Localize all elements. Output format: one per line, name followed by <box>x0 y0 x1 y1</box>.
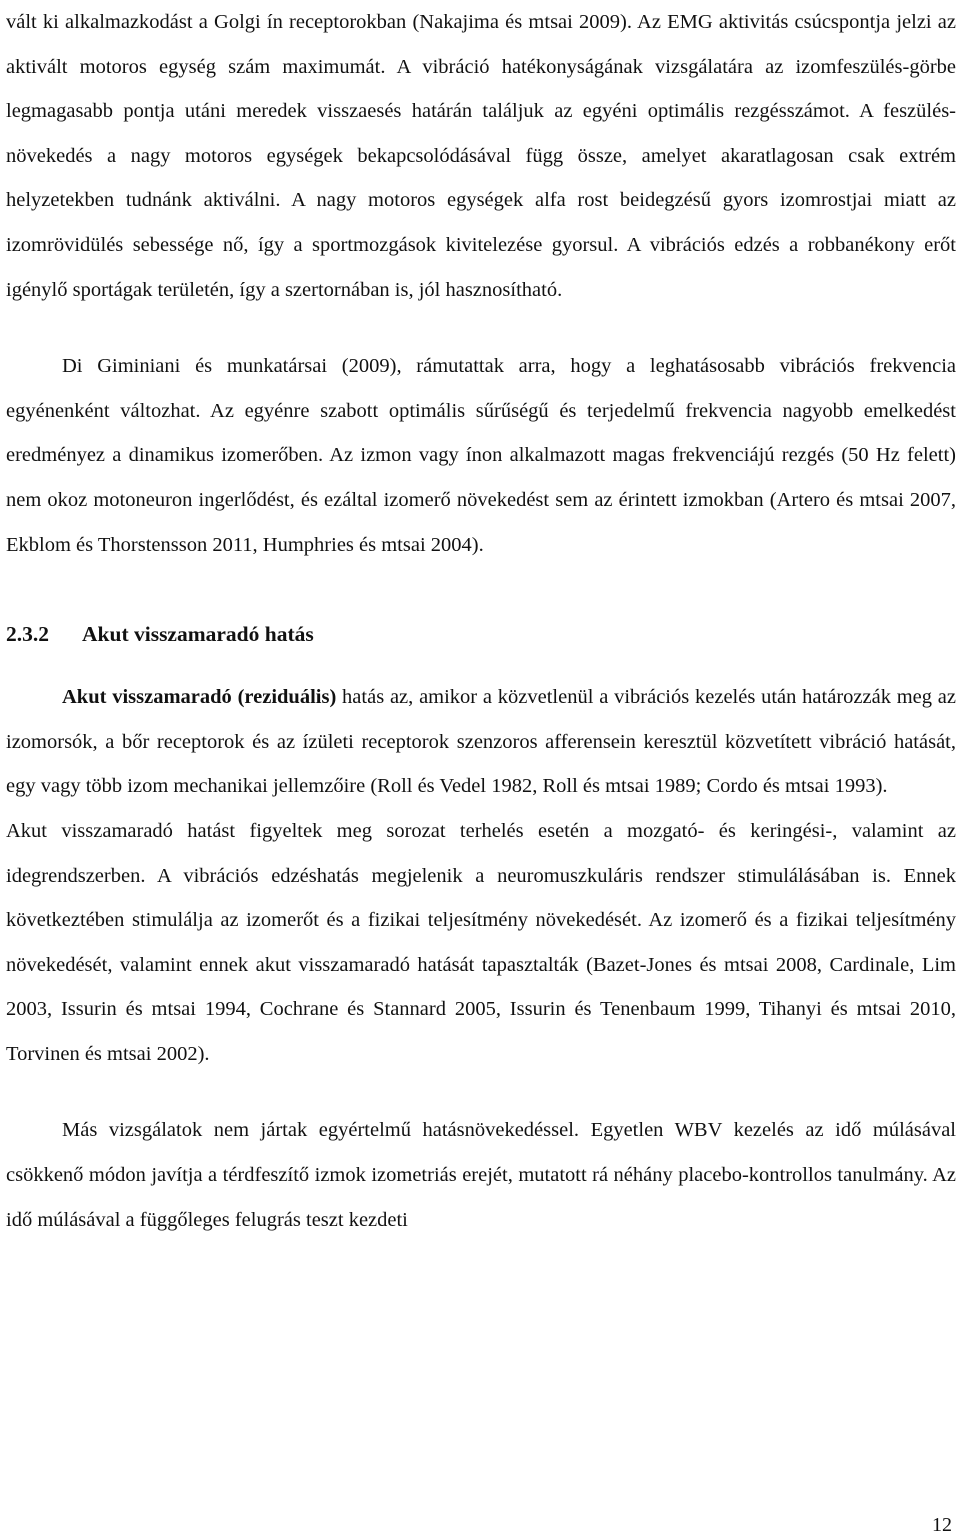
section-gap <box>6 567 956 619</box>
document-page <box>6 0 956 1242</box>
heading-gap <box>6 649 956 675</box>
paragraph-gap <box>6 1076 956 1108</box>
paragraph-acute-observed: Akut visszamaradó hatást figyeltek meg sorozat terhelés esetén a mozgató- és keringési-, valamint az idegrendszerben. A vibrációs edzéshatás megjelenik a neuromuszkuláris rendszer stimulálásában is. Ennek következtében stimulálja az izomerőt és a fizikai teljesítmény növekedését. Az izomerő és a fizikai teljesítmény növekedését, valamint ennek akut visszamaradó hatását tapasztalták (Bazet-Jones és mtsai 2008, Cardinale, Lim 2003, Issurin és mtsai 1994, Cochrane és Stannard 2005, Issurin és Tenenbaum 1999, Tihanyi és mtsai 2010, Torvinen és mtsai 2002). <box>6 819 956 1065</box>
paragraph-di-giminiani: Di Giminiani és munkatársai (2009), rámutattak arra, hogy a leghatásosabb vibrációs frekvencia egyénenként változhat. Az egyénre szabott optimális sűrűségű és terjedelmű frekvencia nagyobb emelkedést eredményez a dinamikus izomerőben. Az izmon vagy ínon alkalmazott magas frekvenciájú rezgés (50 Hz felett) nem okoz motoneuron ingerlődést, és ezáltal izomerő növekedést sem az érintett izmokban (Artero és mtsai 2007, Ekblom és Thorstensson 2011, Humphries és mtsai 2004). <box>6 355 956 556</box>
section-number: 2.3.2 <box>6 622 49 647</box>
paragraph-gap <box>6 312 956 344</box>
paragraph-other-studies: Más vizsgálatok nem jártak egyértelmű hatásnövekedéssel. Egyetlen WBV kezelés az idő múlásával csökkenő módon javítja a térdfeszítő izmok izometriás erejét, mutatott rá néhány placebo-kontrollos tanulmány. Az idő múlásával a függőleges felugrás teszt kezdeti <box>6 1119 956 1231</box>
bold-term: Akut visszamaradó (reziduális) <box>62 686 337 709</box>
paragraph-acute-definition <box>6 675 956 809</box>
section-heading <box>6 619 956 649</box>
paragraph-acute-definition-text: hatás az, amikor a közvetlenül a vibrációs kezelés után határozzák meg az izomorsók, a bőr receptorok és az ízületi receptorok szenzoros afferensein keresztül közvetített vibráció hatását, egy vagy több izom mechanikai jellemzőire (Roll és Vedel 1982, Roll és mtsai 1989; Cordo és mtsai 1993). <box>6 686 956 798</box>
section-title: Akut visszamaradó hatás <box>82 622 314 647</box>
page-number: 12 <box>932 1514 952 1536</box>
paragraph-vibration-golgi: vált ki alkalmazkodást a Golgi ín receptorokban (Nakajima és mtsai 2009). Az EMG aktivitás csúcspontja jelzi az aktivált motoros egység szám maximumát. A vibráció hatékonyságának vizsgálatára az izomfeszülés-görbe legmagasabb pontja utáni meredek visszaesés határán találjuk az egyéni optimális rezgésszámot. A feszülés-növekedés a nagy motoros egységek bekapcsolódásával függ össze, amelyet akaratlagosan csak extrém helyzetekben tudnánk aktiválni. A nagy motoros egységek alfa rost beidegzésű gyors izomrostjai miatt az izomrövidülés sebessége nő, így a sportmozgások kivitelezése gyorsul. A vibrációs edzés a robbanékony erőt igénylő sportágak területén, így a szertornában is, jól hasznosítható. <box>6 11 956 301</box>
